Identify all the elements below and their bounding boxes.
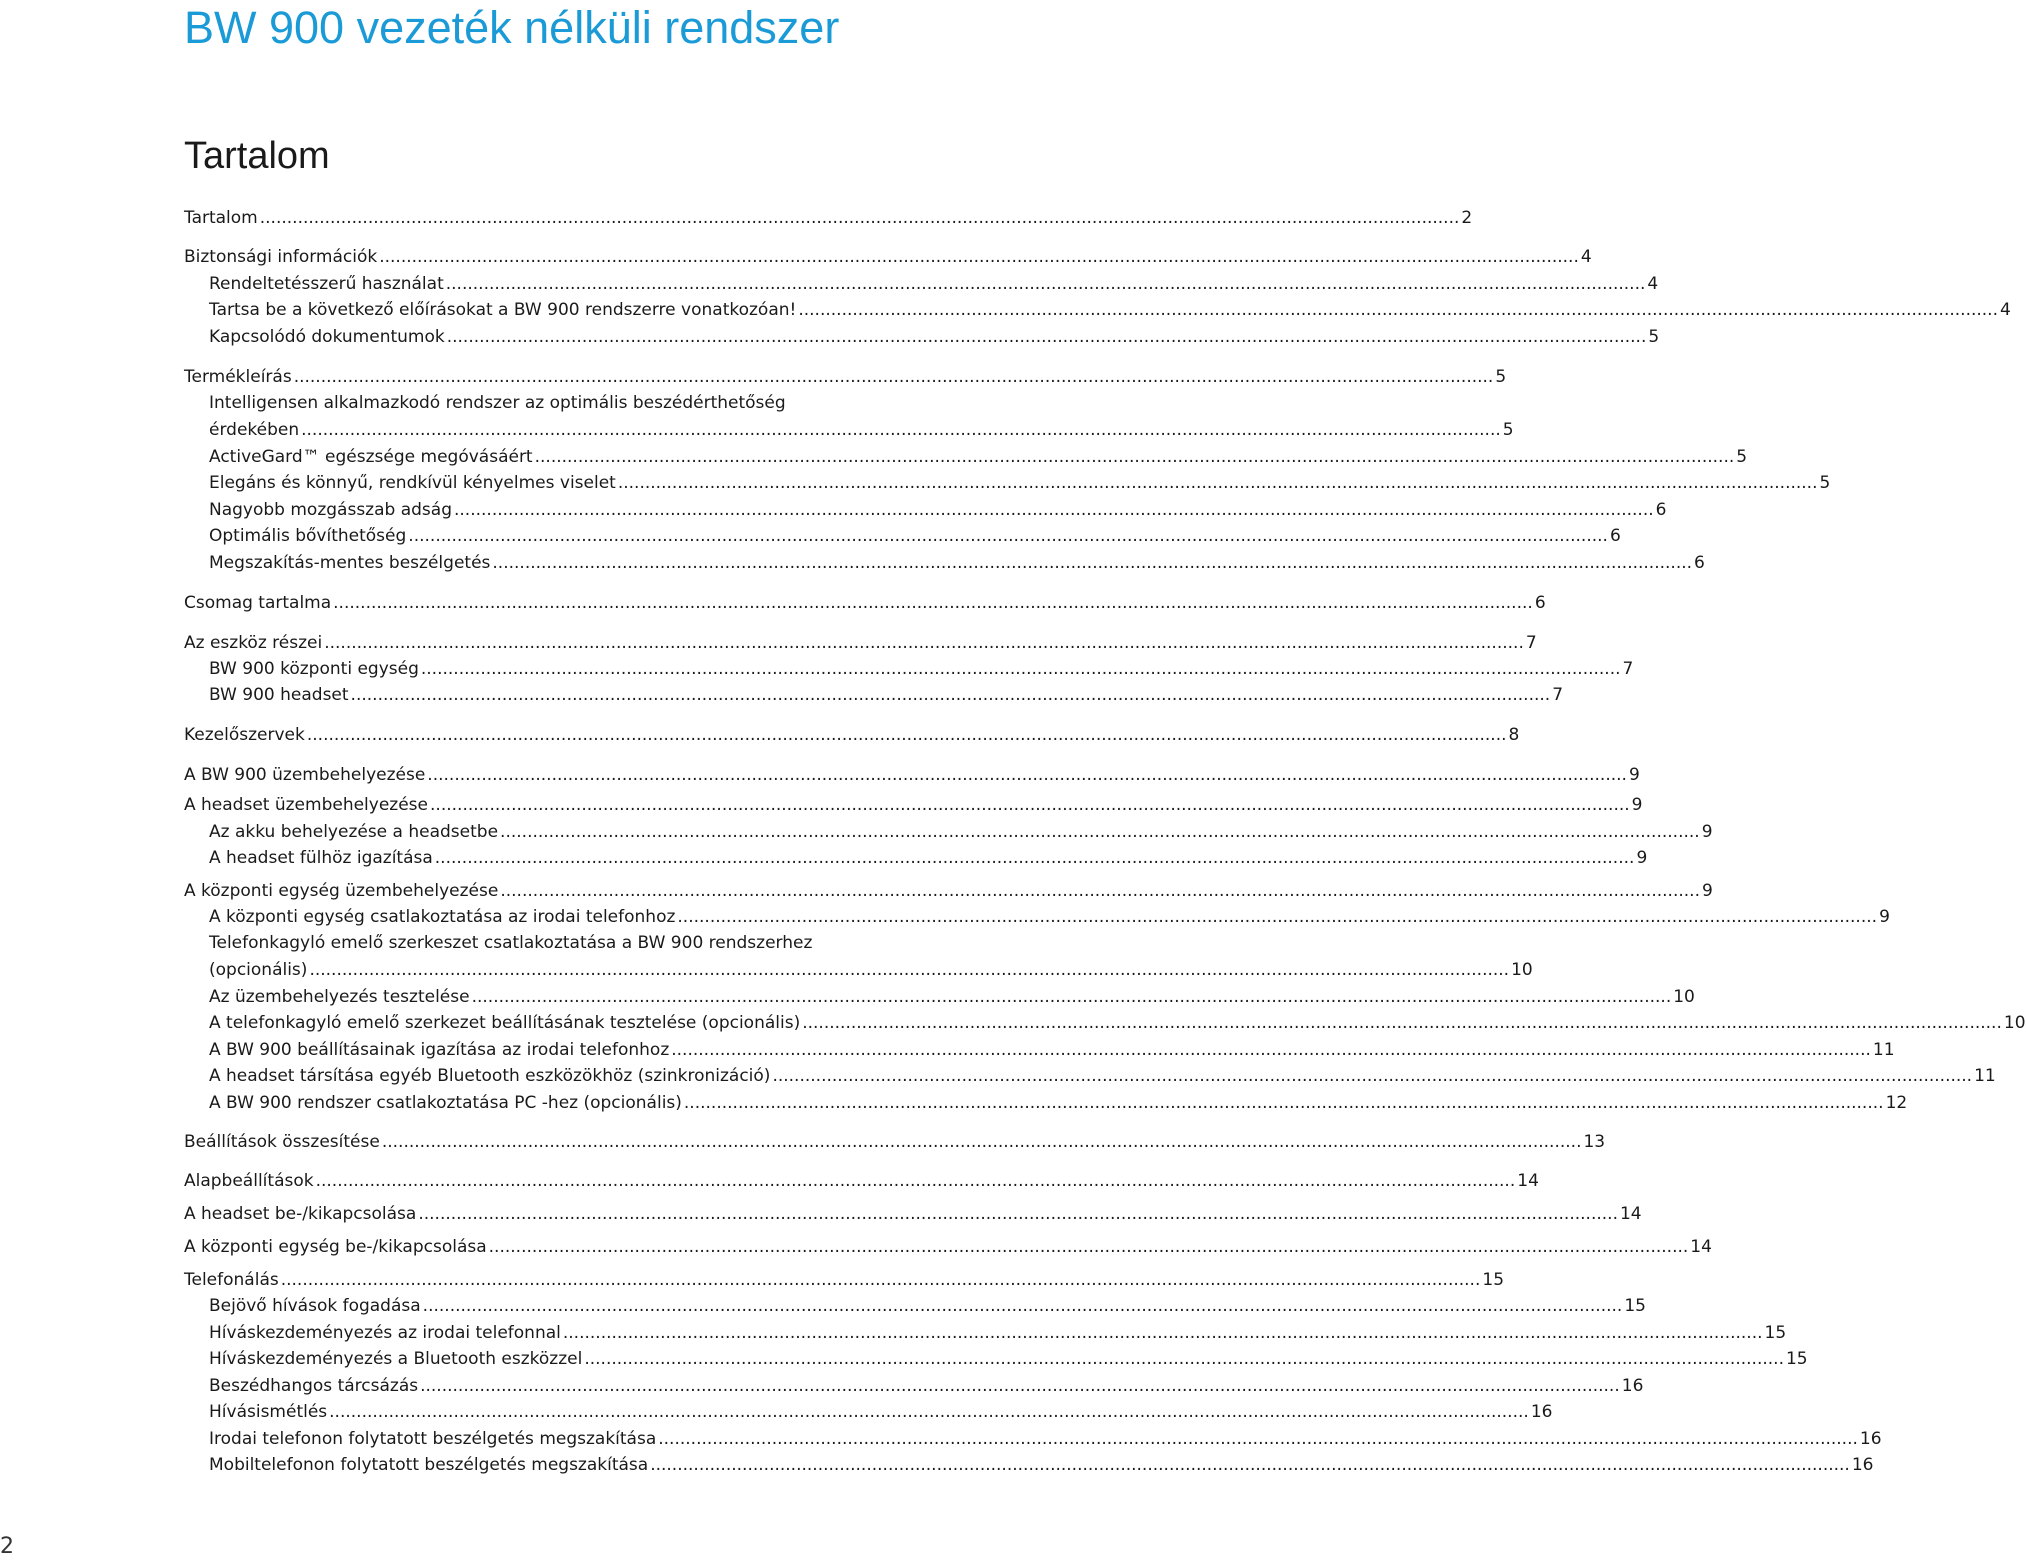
- toc-entry-label: Irodai telefonon folytatott beszélgetés megszakítása: [209, 1429, 657, 1449]
- toc-entry[interactable]: [209, 819, 1713, 845]
- toc-dot-leader: [281, 1267, 1481, 1293]
- toc-dot-leader: [650, 1452, 1850, 1478]
- toc-entry-label: Alapbeállítások: [184, 1171, 314, 1191]
- toc-entry[interactable]: [209, 1346, 1808, 1372]
- toc-entry-page: 10: [1673, 987, 1695, 1007]
- toc-entry[interactable]: [209, 656, 1634, 682]
- toc-entry-page: 9: [1628, 765, 1640, 785]
- toc-entry-page: 16: [1859, 1429, 1882, 1449]
- toc-entry-label: A központi egység be-/kikapcsolása: [184, 1237, 487, 1257]
- toc-dot-leader: [798, 297, 1998, 323]
- toc-heading: Tartalom: [184, 135, 330, 177]
- toc-entry-label: Beállítások összesítése: [184, 1132, 380, 1152]
- toc-dot-leader: [316, 1168, 1516, 1194]
- toc-entry-label-line1: Intelligensen alkalmazkodó rendszer az optimális beszédérthetőség: [209, 393, 786, 413]
- toc-entry-label: Optimális bővíthetőség: [209, 526, 407, 546]
- toc-dot-leader: [618, 470, 1818, 496]
- toc-entry-label: A telefonkagyló emelő szerkezet beállításának tesztelése (opcionális): [209, 1013, 801, 1033]
- toc-dot-leader: [492, 550, 1692, 576]
- toc-entry[interactable]: [209, 1373, 1644, 1399]
- toc-entry-label: Bejövő hívások fogadása: [209, 1296, 421, 1316]
- toc-entry-page: 5: [1495, 367, 1507, 387]
- toc-entry-label: A headset be-/kikapcsolása: [184, 1204, 417, 1224]
- toc-entry-label: Az akku behelyezése a headsetbe: [209, 822, 499, 842]
- toc-dot-leader: [446, 271, 1646, 297]
- toc-entry-page: 6: [1694, 553, 1705, 573]
- toc-dot-leader: [535, 444, 1735, 470]
- toc-entry[interactable]: [184, 364, 1507, 390]
- toc-entry-page: 2: [1461, 208, 1473, 228]
- toc-entry-page: 10: [2003, 1013, 2026, 1033]
- toc-entry[interactable]: [184, 762, 1640, 788]
- toc-entry-label: A BW 900 rendszer csatlakoztatása PC -hez (opcionális): [209, 1093, 682, 1113]
- toc-entry-label: A headset fülhöz igazítása: [209, 848, 433, 868]
- toc-dot-leader: [802, 1010, 2002, 1036]
- toc-entry-page: 4: [2000, 300, 2011, 320]
- toc-entry-label: Híváskezdeményezés az irodai telefonnal: [209, 1323, 561, 1343]
- toc-entry-label: Tartsa be a következő előírásokat a BW 900 rendszerre vonatkozóan!: [209, 300, 797, 320]
- toc-entry[interactable]: [209, 845, 1648, 871]
- toc-entry-label-line1: Telefonkagyló emelő szerkeszet csatlakoztatása a BW 900 rendszerhez: [209, 933, 813, 953]
- toc-entry[interactable]: [209, 904, 1890, 930]
- toc-entry-page: 9: [1636, 848, 1648, 868]
- toc-entry-page: 14: [1690, 1237, 1712, 1257]
- toc-dot-leader: [500, 819, 1700, 845]
- toc-dot-leader: [430, 792, 1630, 818]
- toc-dot-leader: [684, 1090, 1884, 1116]
- toc-entry-label: A headset társítása egyéb Bluetooth eszközökhöz (szinkronizáció): [209, 1066, 771, 1086]
- toc-entry[interactable]: [209, 1452, 1874, 1478]
- toc-entry[interactable]: [184, 590, 1546, 616]
- toc-entry-page: 8: [1508, 725, 1520, 745]
- toc-entry-page: 5: [1736, 447, 1748, 467]
- toc-dot-leader: [454, 497, 1654, 523]
- toc-entry[interactable]: [209, 523, 1621, 549]
- toc-dot-leader: [772, 1063, 1972, 1089]
- toc-entry[interactable]: [184, 1201, 1642, 1227]
- toc-entry[interactable]: [184, 792, 1643, 818]
- toc-entry[interactable]: [184, 205, 1473, 231]
- toc-entry-page: 15: [1624, 1296, 1646, 1316]
- toc-entry[interactable]: [184, 1129, 1606, 1155]
- toc-dot-leader: [489, 1234, 1689, 1260]
- toc-entry-label: Az üzembehelyezés tesztelése: [209, 987, 470, 1007]
- toc-entry[interactable]: [209, 271, 1659, 297]
- toc-dot-leader: [329, 1399, 1529, 1425]
- toc-entry-label: Telefonálás: [184, 1270, 279, 1290]
- toc-dot-leader: [382, 1129, 1582, 1155]
- toc-entry-page: 14: [1517, 1171, 1539, 1191]
- toc-entry[interactable]: [184, 878, 1713, 904]
- toc-entry-page: 15: [1764, 1323, 1787, 1343]
- toc-entry-label: Nagyobb mozgásszab adság: [209, 500, 452, 520]
- toc-entry[interactable]: [209, 1090, 1908, 1116]
- toc-dot-leader: [294, 364, 1494, 390]
- toc-entry[interactable]: [184, 1267, 1505, 1293]
- toc-entry-label: Az eszköz részei: [184, 633, 323, 653]
- toc-entry-label: A központi egység üzembehelyezése: [184, 881, 499, 901]
- toc-entry-label: Kapcsolódó dokumentumok: [209, 327, 445, 347]
- toc-entry-page: 10: [1511, 960, 1533, 980]
- toc-entry[interactable]: [209, 1399, 1553, 1425]
- toc-entry-label: Megszakítás-mentes beszélgetés: [209, 553, 491, 573]
- toc-dot-leader: [472, 984, 1672, 1010]
- toc-entry[interactable]: [209, 444, 1748, 470]
- toc-entry-label: BW 900 központi egység: [209, 659, 419, 679]
- toc-entry-label: Rendeltetésszerű használat: [209, 274, 444, 294]
- toc-dot-leader: [379, 244, 1579, 270]
- toc-entry-page: 6: [1655, 500, 1667, 520]
- toc-entry-page: 12: [1885, 1093, 1908, 1113]
- toc-entry[interactable]: [184, 1168, 1539, 1194]
- toc-entry-page: 14: [1619, 1204, 1642, 1224]
- toc-entry-page: 7: [1525, 633, 1537, 653]
- toc-entry-label: (opcionális): [209, 960, 308, 980]
- toc-entry[interactable]: [209, 1063, 1996, 1089]
- toc-entry[interactable]: [209, 984, 1695, 1010]
- toc-entry-page: 15: [1785, 1349, 1808, 1369]
- toc-dot-leader: [420, 1373, 1620, 1399]
- toc-entry[interactable]: [184, 630, 1537, 656]
- toc-dot-leader: [658, 1426, 1858, 1452]
- toc-dot-leader: [563, 1320, 1763, 1346]
- toc-entry-label: ActiveGard™ egészsége megóvásáért: [209, 447, 533, 467]
- toc-entry-page: 6: [1609, 526, 1621, 546]
- toc-entry[interactable]: [209, 1426, 1882, 1452]
- toc-entry-label: Beszédhangos tárcsázás: [209, 1376, 419, 1396]
- toc-entry-page: 13: [1583, 1132, 1606, 1152]
- toc-entry-label: Termékleírás: [184, 367, 292, 387]
- toc-entry[interactable]: [209, 417, 1514, 443]
- toc-entry-page: 4: [1580, 247, 1592, 267]
- toc-entry-label: A központi egység csatlakoztatása az irodai telefonhoz: [209, 907, 676, 927]
- toc-entry[interactable]: [209, 1320, 1787, 1346]
- toc-dot-leader: [421, 656, 1621, 682]
- toc-dot-leader: [324, 630, 1524, 656]
- toc-entry[interactable]: [184, 722, 1520, 748]
- toc-entry[interactable]: [209, 550, 1705, 576]
- toc-entry-page: 5: [1502, 420, 1514, 440]
- toc-entry-label: Mobiltelefonon folytatott beszélgetés megszakítása: [209, 1455, 649, 1475]
- toc-dot-leader: [671, 1037, 1871, 1063]
- toc-entry-page: 11: [1872, 1040, 1895, 1060]
- toc-entry-page: 9: [1631, 795, 1643, 815]
- toc-dot-leader: [447, 324, 1647, 350]
- toc-entry-label: Hívásismétlés: [209, 1402, 328, 1422]
- toc-entry[interactable]: [209, 297, 2011, 323]
- toc-entry-label: Tartalom: [184, 208, 258, 228]
- toc-entry-page: 16: [1851, 1455, 1874, 1475]
- toc-entry[interactable]: [209, 1293, 1646, 1319]
- toc-entry-label: Kezelőszervek: [184, 725, 305, 745]
- toc-entry[interactable]: [209, 324, 1660, 350]
- toc-entry-label: A BW 900 beállításainak igazítása az irodai telefonhoz: [209, 1040, 670, 1060]
- toc-entry-page: 11: [1974, 1066, 1996, 1086]
- toc-entry-label: BW 900 headset: [209, 685, 349, 705]
- toc-entry-page: 15: [1482, 1270, 1505, 1290]
- toc-dot-leader: [260, 205, 1460, 231]
- toc-entry[interactable]: [209, 1037, 1895, 1063]
- toc-entry-label: Csomag tartalma: [184, 593, 332, 613]
- toc-entry[interactable]: [209, 1010, 2026, 1036]
- toc-entry[interactable]: [209, 470, 1831, 496]
- toc-entry-page: 5: [1819, 473, 1831, 493]
- toc-dot-leader: [435, 845, 1635, 871]
- toc-entry-label: Biztonsági információk: [184, 247, 378, 267]
- toc-entry-page: 7: [1552, 685, 1564, 705]
- toc-entry-label: érdekében: [209, 420, 300, 440]
- toc-dot-leader: [309, 957, 1509, 983]
- toc-entry-page: 7: [1622, 659, 1634, 679]
- toc-entry-label: A headset üzembehelyezése: [184, 795, 429, 815]
- toc-entry-page: 4: [1647, 274, 1659, 294]
- toc-dot-leader: [677, 904, 1877, 930]
- toc-dot-leader: [500, 878, 1700, 904]
- toc-dot-leader: [423, 1293, 1623, 1319]
- toc-entry-page: 16: [1621, 1376, 1644, 1396]
- toc-entry-page: 9: [1701, 881, 1713, 901]
- toc-dot-leader: [584, 1346, 1784, 1372]
- toc-entry[interactable]: [184, 1234, 1712, 1260]
- toc-dot-leader: [427, 762, 1627, 788]
- toc-entry-label: Híváskezdeményezés a Bluetooth eszközzel: [209, 1349, 583, 1369]
- toc-entry[interactable]: [209, 682, 1564, 708]
- toc-dot-leader: [333, 590, 1533, 616]
- toc-entry-page: 9: [1879, 907, 1890, 927]
- toc-entry-label: A BW 900 üzembehelyezése: [184, 765, 426, 785]
- toc-entry-page: 9: [1701, 822, 1713, 842]
- toc-entry[interactable]: [209, 497, 1667, 523]
- toc-dot-leader: [307, 722, 1507, 748]
- toc-entry[interactable]: [184, 244, 1592, 270]
- toc-entry-page: 6: [1534, 593, 1546, 613]
- toc-dot-leader: [351, 682, 1551, 708]
- toc-entry-page: 5: [1648, 327, 1660, 347]
- toc-dot-leader: [301, 417, 1501, 443]
- toc-entry[interactable]: [209, 957, 1533, 983]
- document-title: BW 900 vezeték nélküli rendszer: [184, 2, 840, 53]
- toc-entry-page: 16: [1530, 1402, 1553, 1422]
- toc-dot-leader: [408, 523, 1608, 549]
- toc-entry-label: Elegáns és könnyű, rendkívül kényelmes viselet: [209, 473, 616, 493]
- page-number: 2: [0, 1534, 14, 1559]
- toc-dot-leader: [418, 1201, 1618, 1227]
